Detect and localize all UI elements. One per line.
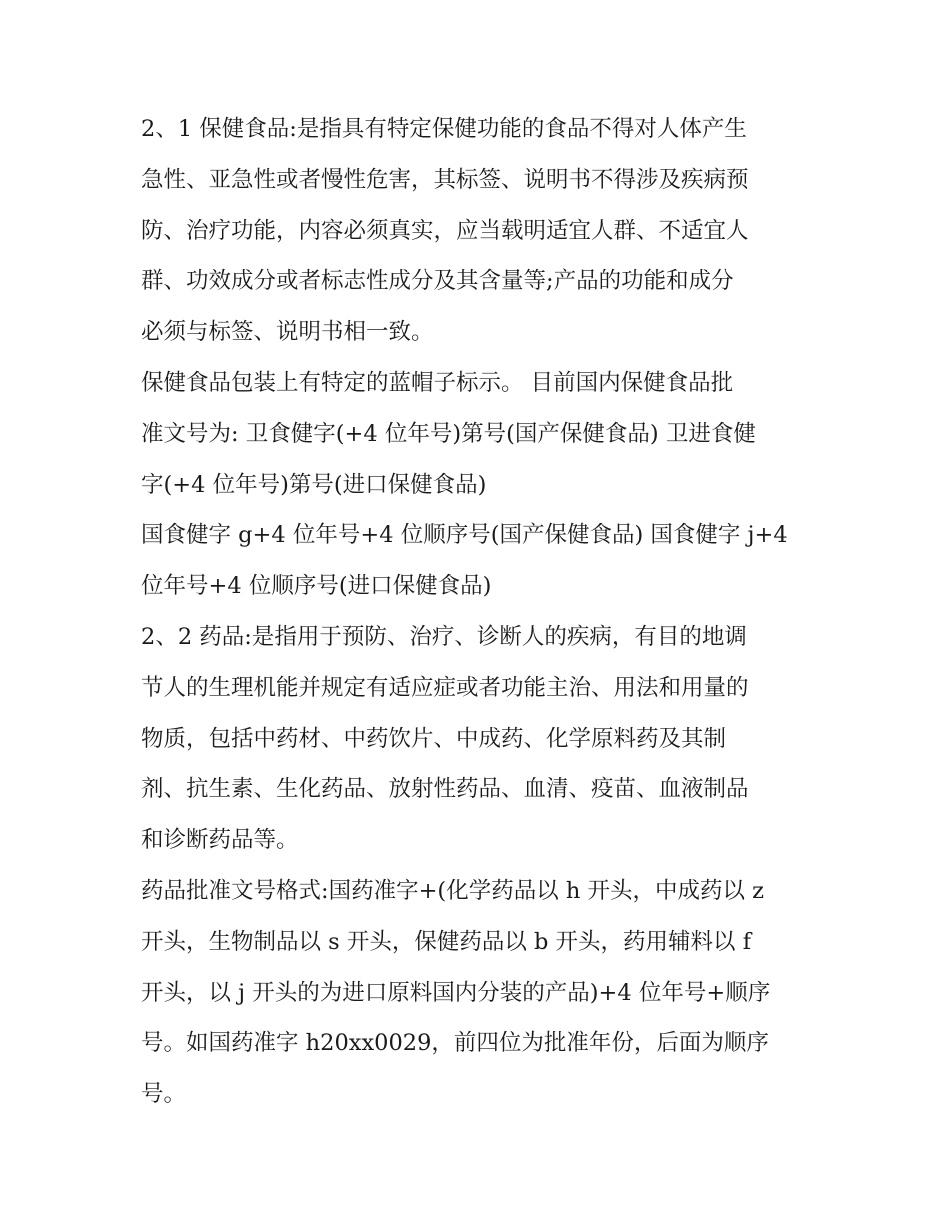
text-line: 群、功效成分或者标志性成分及其含量等;产品的功能和成分 xyxy=(141,268,734,295)
text-line: 和诊断药品等。 xyxy=(141,827,299,854)
text-line: 2、1 保健食品:是指具有特定保健功能的食品不得对人体产生 xyxy=(141,116,747,142)
text-line: 药品批准文号格式:国药准字+(化学药品以 h 开头，中成药以 z xyxy=(141,877,765,904)
text-line: 字(+4 位年号)第号(进口保健食品) xyxy=(141,471,487,498)
paragraph-blue-hat-approval-number xyxy=(141,358,813,510)
text-line: 准文号为: 卫食健字(+4 位年号)第号(国产保健食品) 卫进食健 xyxy=(141,420,756,447)
text-line: 号。如国药准字 h20xx0029，前四位为批准年份，后面为顺序 xyxy=(141,1030,769,1057)
text-line: 开头，生物制品以 s 开头，保健药品以 b 开头，药用辅料以 f xyxy=(141,928,752,955)
paragraph-health-food-definition xyxy=(141,104,813,358)
text-line: 2、2 药品:是指用于预防、治疗、诊断人的疾病，有目的地调 xyxy=(141,623,747,650)
text-line: 保健食品包装上有特定的蓝帽子标示。 目前国内保健食品批 xyxy=(141,369,734,396)
text-line: 位年号+4 位顺序号(进口保健食品) xyxy=(141,573,492,600)
paragraph-drug-approval-format xyxy=(141,866,813,1120)
document-body xyxy=(141,104,813,1120)
text-line: 物质，包括中药材、中药饮片、中成药、化学原料药及其制 xyxy=(141,725,727,752)
text-line: 剂、抗生素、生化药品、放射性药品、血清、疫苗、血液制品 xyxy=(141,776,749,803)
paragraph-guoshijian-format xyxy=(141,510,813,612)
text-line: 号。 xyxy=(141,1081,187,1108)
text-line: 必须与标签、说明书相一致。 xyxy=(141,319,434,346)
text-line: 急性、亚急性或者慢性危害，其标签、说明书不得涉及疾病预 xyxy=(141,166,749,193)
text-line: 防、治疗功能，内容必须真实，应当载明适宜人群、不适宜人 xyxy=(141,217,749,244)
text-line: 节人的生理机能并规定有适应症或者功能主治、用法和用量的 xyxy=(141,674,749,701)
text-line: 开头，以 j 开头的为进口原料国内分装的产品)+4 位年号+顺序 xyxy=(141,979,771,1006)
paragraph-drug-definition xyxy=(141,612,813,866)
text-line: 国食健字 g+4 位年号+4 位顺序号(国产保健食品) 国食健字 j+4 xyxy=(141,522,788,549)
